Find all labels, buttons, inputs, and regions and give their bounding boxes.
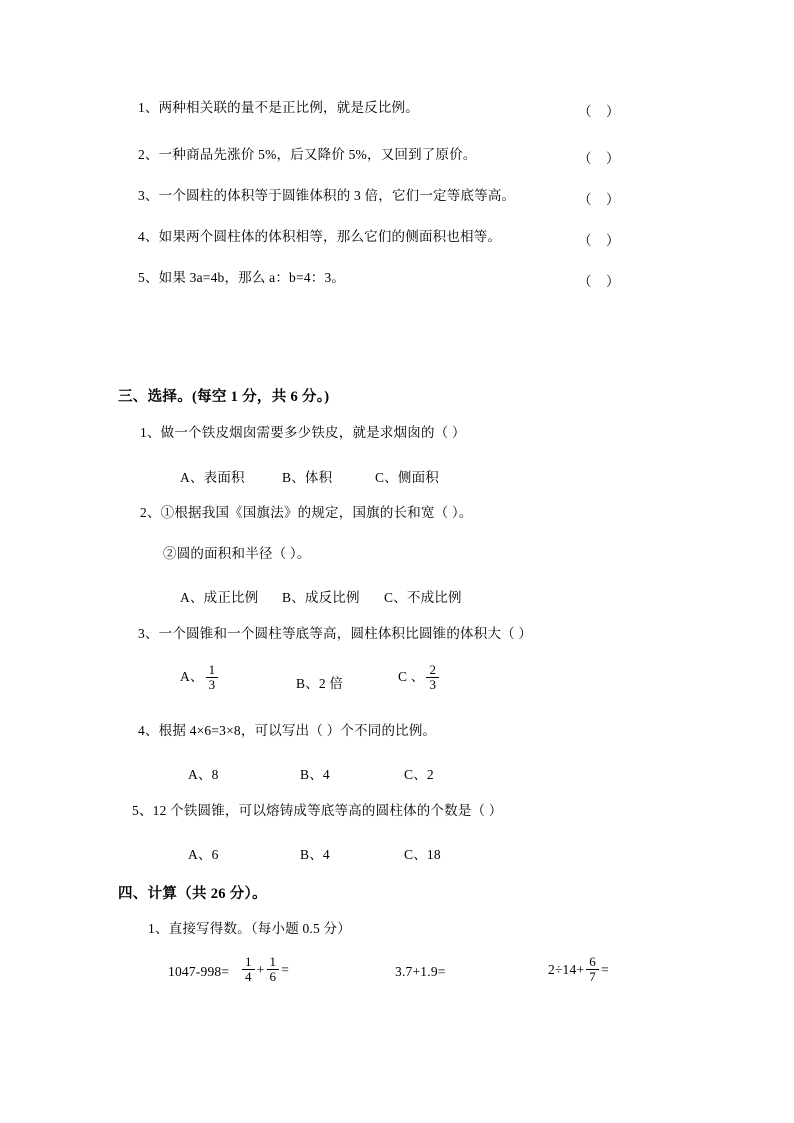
section-three-heading: 三、选择。(每空 1 分，共 6 分。) <box>118 389 330 405</box>
fraction-denominator: 4 <box>245 968 252 984</box>
calc-expression-1 <box>168 963 229 980</box>
choice-q3-option-c[interactable] <box>398 664 441 692</box>
true-false-item-4-blank[interactable]: （ ） <box>578 233 620 248</box>
choice-q2-option-c[interactable]: C、不成比例 <box>384 590 462 605</box>
choice-q3-option-c-prefix: C 、 <box>398 669 425 685</box>
tf-3-number: 3、 <box>138 188 159 203</box>
tf-3-statement: 一个圆柱的体积等于圆锥体积的 3 倍，它们一定等底等高。 <box>158 188 516 203</box>
choice-question-1-stem: 1、做一个铁皮烟囱需要多少铁皮，就是求烟囱的（ ） <box>140 425 466 440</box>
true-false-item-4-text <box>138 229 501 245</box>
choice-q4-option-c[interactable]: C、2 <box>404 767 434 782</box>
tf-5-number: 5、 <box>138 270 159 285</box>
choice-q4-option-b[interactable]: B、4 <box>300 767 330 782</box>
choice-q3-option-a[interactable] <box>180 664 220 692</box>
choice-question-4-stem: 4、根据 4×6=3×8，可以写出（ ）个不同的比例。 <box>138 723 437 738</box>
fraction-numerator: 6 <box>586 955 599 970</box>
tf-5-statement: 如果 3a=4b，那么 a：b=4：3。 <box>158 270 346 285</box>
choice-q3-option-c-fraction <box>426 663 439 691</box>
calc-2-equals: = <box>281 962 290 978</box>
calc-expression-3-text: 3.7+1.9= <box>395 963 446 979</box>
fraction-denominator: 3 <box>429 676 437 692</box>
true-false-item-5-text <box>138 270 345 286</box>
calc-2-fraction-1 <box>242 955 255 983</box>
choice-q3-option-a-fraction <box>206 663 219 691</box>
choice-q5-option-b[interactable]: B、4 <box>300 847 330 862</box>
fraction-numerator: 1 <box>206 663 219 678</box>
fraction-denominator: 3 <box>208 676 216 692</box>
section-four-subquestion: 1、直接写得数。（每小题 0.5 分） <box>148 921 351 936</box>
choice-q5-option-c[interactable]: C、18 <box>404 847 441 862</box>
true-false-item-3-blank[interactable]: （ ） <box>578 192 620 207</box>
true-false-item-1-text <box>138 100 419 116</box>
calc-2-fraction-2 <box>267 955 280 983</box>
choice-q3-option-a-prefix: A、 <box>180 669 204 685</box>
section-four-heading: 四、计算（共 26 分）。 <box>118 886 267 902</box>
calc-expression-3 <box>395 963 446 980</box>
choice-q2-option-b[interactable]: B、成反比例 <box>282 590 360 605</box>
tf-4-number: 4、 <box>138 229 159 244</box>
choice-q1-option-b[interactable]: B、体积 <box>282 470 333 485</box>
tf-2-statement: 一种商品先涨价 5%，后又降价 5%，又回到了原价。 <box>158 147 477 162</box>
tf-4-statement: 如果两个圆柱体的体积相等，那么它们的侧面积也相等。 <box>158 229 502 244</box>
calc-4-lead: 2÷14+ <box>548 962 585 978</box>
tf-1-statement: 两种相关联的量不是正比例，就是反比例。 <box>158 100 419 115</box>
calc-2-operator: + <box>256 962 265 978</box>
choice-q1-option-a[interactable]: A、表面积 <box>180 470 245 485</box>
choice-q2-option-a[interactable]: A、成正比例 <box>180 590 259 605</box>
choice-question-2-substem: ②圆的面积和半径（ ）。 <box>163 546 311 561</box>
true-false-item-2-text <box>138 147 477 163</box>
choice-q1-option-c[interactable]: C、侧面积 <box>375 470 440 485</box>
choice-q5-option-a[interactable]: A、6 <box>188 847 219 862</box>
calc-expression-4 <box>548 956 609 984</box>
fraction-denominator: 7 <box>589 968 596 984</box>
choice-q4-option-a[interactable]: A、8 <box>188 767 219 782</box>
tf-2-number: 2、 <box>138 147 159 162</box>
choice-question-5-stem: 5、12 个铁圆锥，可以熔铸成等底等高的圆柱体的个数是（ ） <box>132 803 503 818</box>
choice-question-3-stem: 3、一个圆锥和一个圆柱等底等高，圆柱体积比圆锥的体积大（ ） <box>138 626 533 641</box>
tf-1-number: 1、 <box>138 100 159 115</box>
calc-4-fraction <box>586 955 599 983</box>
true-false-item-5-blank[interactable]: （ ） <box>578 274 620 289</box>
choice-q3-option-b[interactable]: B、2 倍 <box>296 676 344 691</box>
true-false-item-1-blank[interactable]: （ ） <box>578 104 620 119</box>
fraction-numerator: 2 <box>426 663 439 678</box>
fraction-numerator: 1 <box>267 955 280 970</box>
calc-4-equals: = <box>600 962 609 978</box>
true-false-item-3-text <box>138 188 515 204</box>
calc-expression-1-text: 1047-998= <box>168 963 230 979</box>
choice-question-2-stem: 2、①根据我国《国旗法》的规定，国旗的长和宽（ ）。 <box>140 505 473 520</box>
fraction-numerator: 1 <box>242 955 255 970</box>
calc-expression-2 <box>240 956 289 984</box>
true-false-item-2-blank[interactable]: （ ） <box>578 151 620 166</box>
fraction-denominator: 6 <box>269 968 277 984</box>
